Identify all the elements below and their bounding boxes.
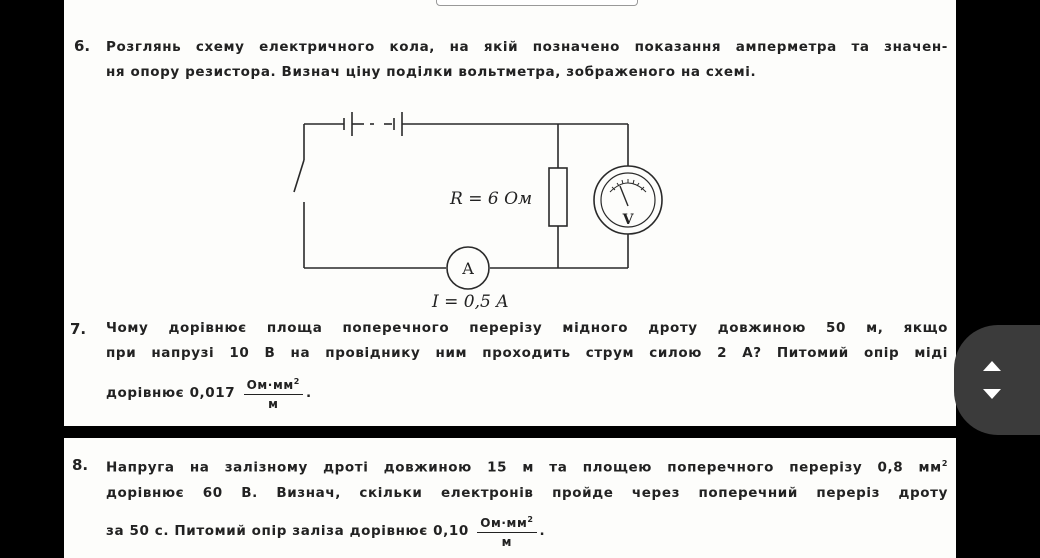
question-8-number: 8.	[72, 456, 89, 474]
question-8-line-3-prefix: за 50 с. Питомий опір заліза дорівнює 0,10	[106, 522, 469, 539]
question-6-line-2: ня опору резистора. Визнач ціну поділки вольтметра, зображеного на схемі.	[106, 64, 757, 80]
question-7-line-3-prefix: дорівнює 0,017	[106, 385, 236, 401]
question-7-line-2: при напрузі 10 В на провіднику ним проходить струм силою 2 А? Питомий опір міді	[106, 345, 948, 361]
question-8-line-2: дорівнює 60 В. Визнач, скільки електронів пройде через поперечний переріз дроту	[106, 484, 948, 501]
question-7-unit-fraction	[244, 374, 303, 412]
arrow-up-icon[interactable]	[983, 361, 1001, 371]
question-8-line-1: Напруга на залізному дроті довжиною 15 м та площею поперечного перерізу 0,8 $мм^2$	[106, 459, 948, 476]
question-6-number: 6.	[74, 37, 91, 55]
question-7-line-3-suffix: .	[305, 385, 312, 401]
resistor-label: R = 6 Ом	[450, 189, 533, 209]
question-8-line-3	[106, 512, 948, 550]
question-7-unit-numerator: $Ом\cdot мм^2$	[244, 374, 303, 395]
previous-card-edge	[436, 0, 638, 6]
voltmeter-symbol: V	[622, 212, 634, 228]
question-7-number: 7.	[70, 320, 87, 338]
question-7-text	[106, 316, 948, 412]
question-6-line-1: Розглянь схему електричного кола, на якій позначено показання амперметра та значен-	[106, 39, 948, 55]
current-label: I = 0,5 A	[432, 292, 509, 312]
circuit-diagram	[290, 108, 670, 318]
scroll-control[interactable]	[954, 325, 1040, 435]
resistor-body	[549, 168, 567, 226]
ammeter-symbol: A	[462, 259, 474, 278]
question-7-unit-denominator: м	[268, 397, 279, 411]
question-8-line-3-suffix: .	[539, 522, 546, 539]
question-7-line-3	[106, 374, 948, 412]
page-card-bottom	[64, 438, 956, 558]
question-6-text	[106, 35, 948, 85]
page-card-top	[64, 0, 956, 426]
arrow-down-icon[interactable]	[983, 389, 1001, 399]
switch-lever	[294, 160, 304, 192]
question-8-text	[106, 451, 948, 550]
question-8-unit-numerator: $Ом\cdot мм^2$	[477, 512, 536, 533]
question-7-line-1: Чому дорівнює площа поперечного перерізу мідного дроту довжиною 50 м, якщо	[106, 320, 948, 336]
question-8-unit-fraction	[477, 512, 536, 550]
question-8-unit-denominator: м	[501, 534, 513, 549]
